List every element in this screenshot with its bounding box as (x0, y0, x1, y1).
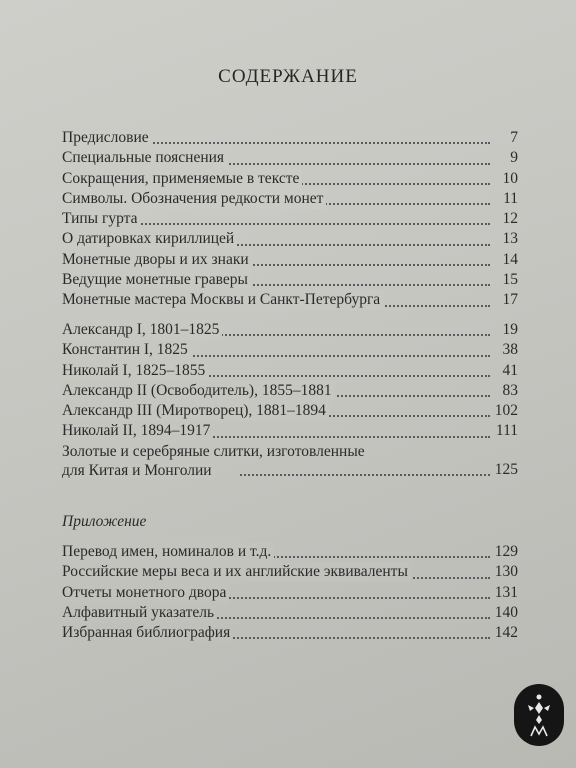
toc-entry-page: 129 (494, 543, 518, 560)
toc-entry-page: 9 (510, 149, 518, 167)
toc-entry-label: Монетные дворы и их знаки (62, 250, 252, 270)
toc-entry-label: Николай II, 1894–1917 (62, 421, 213, 441)
logo-glyph-icon (514, 684, 564, 746)
toc-entry-label: Алфавитный указатель (62, 603, 217, 623)
toc-entry (62, 623, 518, 643)
appendix-heading: Приложение (62, 513, 147, 530)
toc-entry (62, 421, 518, 441)
toc-entry-label-line2: для Китая и Монголии (62, 462, 215, 479)
toc-entry-page: 102 (494, 402, 518, 420)
toc-entry (62, 148, 518, 168)
toc-entry (62, 603, 518, 623)
toc-entry (62, 128, 518, 148)
toc-entry-page: 10 (502, 169, 518, 187)
toc-entry-page: 130 (494, 563, 518, 581)
toc-entry (62, 290, 518, 310)
toc-entry-page: 11 (503, 189, 518, 207)
publisher-logo-icon (514, 684, 564, 746)
toc-entry (62, 340, 518, 360)
toc-entry-page: 13 (502, 230, 518, 248)
toc-entry (62, 401, 518, 421)
toc-entry-label: Монетные мастера Москвы и Санкт-Петербурга (62, 290, 383, 310)
toc-intro-section (62, 128, 518, 311)
toc-entry-page: 12 (502, 210, 518, 228)
toc-entry-page: 83 (502, 381, 518, 399)
toc-entry (62, 189, 518, 209)
toc-entry-label: Александр III (Миротворец), 1881–1894 (62, 401, 329, 421)
toc-entry-label: Александр II (Освободитель), 1855–1881 (62, 381, 335, 401)
toc-entry-page: 111 (495, 422, 518, 440)
toc-entry-label: Перевод имен, номиналов и т.д. (62, 542, 274, 562)
toc-entry-page: 131 (494, 583, 518, 601)
toc-entry (62, 542, 518, 562)
toc-entry-label (62, 442, 442, 480)
toc-entry (62, 270, 518, 290)
toc-appendix-section (62, 542, 518, 643)
toc-entry-page: 125 (494, 460, 518, 478)
toc-entry (62, 381, 518, 401)
toc-entry-label: Ведущие монетные граверы (62, 270, 251, 290)
toc-entry-label-line1: Золотые и серебряные слитки, изготовленные (62, 442, 365, 460)
toc-entry-page: 142 (494, 624, 518, 642)
toc-entry-label: Александр I, 1801–1825 (62, 320, 222, 340)
toc-entry-label: Отчеты монетного двора (62, 583, 229, 603)
toc-entry-page: 15 (502, 271, 518, 289)
toc-entry-label: О датировках кириллицей (62, 229, 237, 249)
toc-entry (62, 250, 518, 270)
toc-entry (62, 361, 518, 381)
toc-entry-page: 41 (502, 361, 518, 379)
toc-entry-label: Типы гурта (62, 209, 140, 229)
toc-entry-page: 14 (502, 250, 518, 268)
toc-entry (62, 169, 518, 189)
toc-entry (62, 209, 518, 229)
toc-entry-page: 38 (502, 341, 518, 359)
toc-entry-label: Предисловие (62, 128, 152, 148)
toc-entry-label: Сокращения, применяемые в тексте (62, 169, 302, 189)
toc-rulers-section (62, 320, 518, 480)
toc-entry-label: Специальные пояснения (62, 148, 227, 168)
toc-entry-bullion (62, 442, 518, 480)
toc-entry-label: Николай I, 1825–1855 (62, 361, 208, 381)
toc-entry-label: Константин I, 1825 (62, 340, 191, 360)
toc-entry (62, 583, 518, 603)
page-title: СОДЕРЖАНИЕ (218, 66, 358, 87)
toc-entry-label: Избранная библиография (62, 623, 233, 643)
toc-entry-page: 19 (502, 321, 518, 338)
toc-entry-page: 140 (494, 603, 518, 621)
toc-entry (62, 229, 518, 249)
toc-entry (62, 320, 518, 340)
toc-entry (62, 562, 518, 582)
toc-entry-label: Символы. Обозначения редкости монет (62, 189, 326, 209)
toc-entry-page: 17 (502, 291, 518, 309)
toc-entry-label: Российские меры веса и их английские эквиваленты (62, 562, 411, 582)
toc-entry-page: 7 (510, 129, 518, 146)
